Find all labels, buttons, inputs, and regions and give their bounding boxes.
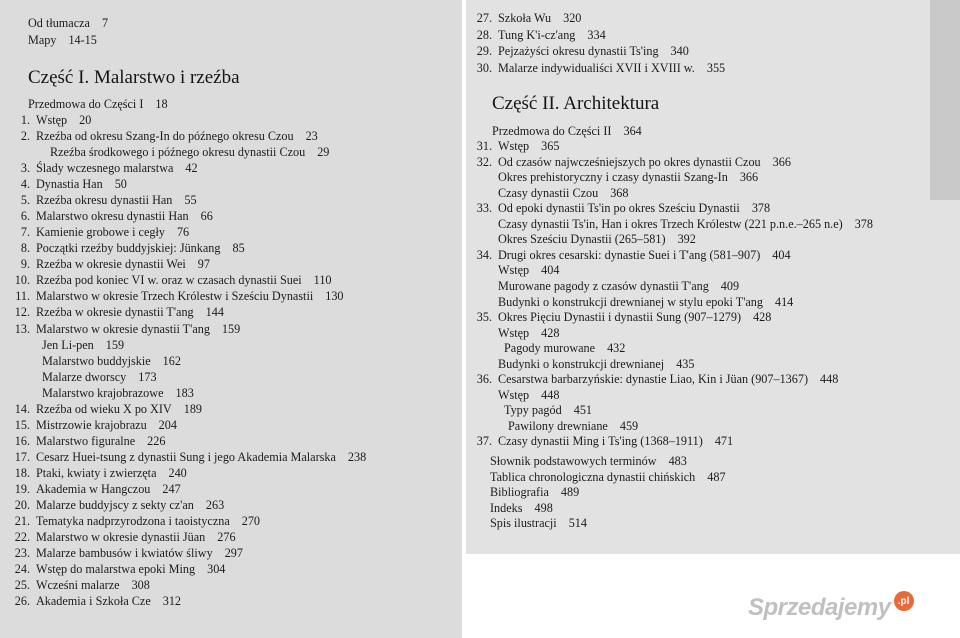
toc-subentry xyxy=(470,217,873,231)
toc-entry-label: Tung K'i-cz'ang xyxy=(498,27,576,42)
preface-item: Przedmowa do Części I 18 xyxy=(28,97,168,111)
toc-entry-number: 37. xyxy=(476,434,492,449)
toc-entry-label: Drugi okres cesarski: dynastie Suei i T'ang (581–907) xyxy=(498,247,761,262)
toc-entry xyxy=(470,44,689,58)
toc-entry-page: 378 xyxy=(751,201,771,216)
preface-item: Przedmowa do Części II 364 xyxy=(492,124,642,138)
toc-entry-label: Ślady wczesnego malarstwa xyxy=(36,161,174,176)
toc-entry-label: Cesarz Huei-tsung z dynastii Sung i jego Akademia Malarska xyxy=(36,449,336,464)
toc-entry-page: 159 xyxy=(221,321,241,336)
toc-entry-number: 7. xyxy=(20,225,30,240)
toc-entry-page: 365 xyxy=(541,139,560,153)
toc-entry-page: 435 xyxy=(676,356,695,371)
toc-entry-page: 489 xyxy=(560,485,580,500)
toc-entry-page: 392 xyxy=(677,232,696,247)
toc-entry-label: Budynki o konstrukcji drewnianej w stylu epoki T'ang xyxy=(498,294,763,309)
toc-entry-page: 183 xyxy=(175,385,194,400)
part-two-title: Część II. Architektura xyxy=(492,93,660,114)
toc-entry-label: Malarstwo w okresie dynastii Jüan xyxy=(36,530,206,545)
toc-entry-page: 368 xyxy=(610,185,629,200)
toc-entry-label: Malarstwo w okresie Trzech Królestw i Sześciu Dynastii xyxy=(36,289,314,304)
toc-entry-label: Okres Sześciu Dynastii (265–581) xyxy=(498,232,666,247)
toc-entry-page: 498 xyxy=(534,500,553,515)
toc-entry-number: 5. xyxy=(20,193,30,208)
toc-entry-number: 21. xyxy=(14,514,30,528)
toc-entry-page: 144 xyxy=(205,305,224,320)
toc-entry-label: Wstęp xyxy=(498,139,530,153)
toc-entry-label: Akademia i Szkoła Cze xyxy=(36,594,151,609)
toc-entry-label: Wstęp do malarstwa epoki Ming xyxy=(36,562,196,577)
toc-entry xyxy=(8,594,181,608)
toc-entry-page: 23 xyxy=(305,129,318,144)
toc-entry-label: Szkoła Wu xyxy=(498,11,552,25)
toc-entry xyxy=(8,161,198,175)
toc-entry-label: Słownik podstawowych terminów xyxy=(490,454,657,468)
toc-entry-number: 17. xyxy=(14,449,30,464)
toc-entry xyxy=(8,193,197,207)
toc-entry-page: 76 xyxy=(176,225,190,240)
toc-entry-label: Początki rzeźby buddyjskiej: Jünkang xyxy=(36,241,221,256)
toc-entry-number: 27. xyxy=(476,11,492,25)
toc-entry xyxy=(8,482,181,496)
toc-entry-page: 304 xyxy=(207,562,226,577)
page-edge xyxy=(930,0,960,200)
toc-entry xyxy=(8,257,210,271)
toc-entry-page: 483 xyxy=(668,454,687,468)
toc-entry-number: 35. xyxy=(476,310,492,325)
toc-entry-number: 6. xyxy=(20,209,30,224)
toc-subentry xyxy=(470,326,559,340)
toc-entry-label: Rzeźba od wieku X po XIV xyxy=(36,401,172,416)
toc-entry-label: Malarze dworscy xyxy=(42,369,127,384)
toc-entry-label: Budynki o konstrukcji drewnianej xyxy=(498,356,665,371)
toc-entry-number: 30. xyxy=(476,60,492,75)
toc-entry-page: 50 xyxy=(114,177,127,192)
toc-entry-number: 26. xyxy=(14,594,30,609)
toc-subentry xyxy=(8,145,329,159)
toc-entry xyxy=(8,305,224,319)
toc-entry-page: 162 xyxy=(162,353,181,368)
toc-entry-page: 514 xyxy=(568,516,587,531)
toc-entry xyxy=(470,139,559,153)
toc-entry-number: 36. xyxy=(476,372,492,387)
toc-entry xyxy=(8,129,318,143)
toc-entry-label: Tematyka nadprzyrodzona i taoistyczna xyxy=(36,514,230,528)
toc-entry-page: 66 xyxy=(200,209,213,224)
toc-entry-label: Wstęp xyxy=(498,387,530,402)
toc-entry-page: 297 xyxy=(224,546,243,561)
toc-entry xyxy=(8,466,187,480)
toc-entry-label: Kamienie grobowe i cegły xyxy=(36,225,165,240)
toc-entry-number: 9. xyxy=(20,257,30,272)
toc-subentry xyxy=(470,403,592,417)
toc-entry-number: 31. xyxy=(476,139,492,153)
toc-entry-label: Malarstwo okresu dynastii Han xyxy=(36,209,189,224)
toc-entry-label: Pawilony drewniane xyxy=(508,418,608,433)
toc-entry xyxy=(8,113,91,127)
toc-entry-label: Cesarstwa barbarzyńskie: dynastie Liao, Kin i Jüan (907–1367) xyxy=(498,372,809,387)
toc-entry-label: Akademia w Hangczou xyxy=(36,481,151,496)
toc-entry-number: 11. xyxy=(15,289,30,304)
back-matter-item xyxy=(490,501,553,515)
toc-entry xyxy=(470,201,770,215)
toc-entry-number: 10. xyxy=(14,273,30,288)
toc-entry-page: 20 xyxy=(79,113,92,127)
toc-entry xyxy=(8,289,344,303)
toc-entry-label: Czasy dynastii Ming i Ts'ing (1368–1911) xyxy=(498,434,703,449)
toc-entry-page: 204 xyxy=(158,417,177,432)
toc-entry-label: Malarstwo figuralne xyxy=(36,433,136,448)
toc-entry-page: 270 xyxy=(241,514,261,528)
toc-entry-number: 24. xyxy=(14,562,30,577)
toc-entry-page: 226 xyxy=(147,433,166,448)
toc-entry-page: 42 xyxy=(185,161,198,176)
toc-entry-label: Mistrzowie krajobrazu xyxy=(36,417,147,432)
toc-entry-label: Jen Li-pen xyxy=(42,337,94,352)
toc-entry-page: 451 xyxy=(573,403,592,418)
toc-entry-label: Czasy dynastii Ts'in, Han i okres Trzech Królestw (221 p.n.e.–265 n.e) xyxy=(498,216,843,231)
toc-entry xyxy=(8,450,366,464)
toc-entry-label: Typy pagód xyxy=(504,403,562,418)
toc-entry-page: 320 xyxy=(563,11,582,25)
toc-entry xyxy=(8,177,127,191)
toc-entry-number: 32. xyxy=(476,154,492,169)
back-matter-item xyxy=(490,516,587,530)
back-matter-item xyxy=(490,454,687,468)
toc-entry xyxy=(470,434,733,448)
toc-entry xyxy=(470,61,725,75)
toc-entry-number: 1. xyxy=(20,113,30,127)
toc-entry-label: Rzeźba w okresie dynastii T'ang xyxy=(36,305,194,320)
toc-entry xyxy=(8,209,213,223)
toc-entry-page: 55 xyxy=(184,193,197,208)
toc-entry-number: 15. xyxy=(14,417,30,432)
toc-entry-label: Wcześni malarze xyxy=(36,578,120,593)
toc-subentry xyxy=(8,386,194,400)
toc-entry-number: 13. xyxy=(14,321,30,336)
toc-entry-label: Indeks xyxy=(490,500,523,515)
toc-entry-page: 428 xyxy=(541,325,560,340)
toc-entry-page: 414 xyxy=(774,294,794,309)
toc-entry-label: Rzeźba okresu dynastii Han xyxy=(36,193,173,208)
toc-subentry xyxy=(470,170,758,184)
toc-entry-label: Malarstwo w okresie dynastii T'ang xyxy=(36,321,210,336)
toc-entry-label: Okres prehistoryczny i czasy dynastii Szang-In xyxy=(498,170,728,185)
toc-entry-label: Malarstwo buddyjskie xyxy=(42,353,151,368)
toc-entry-label: Ptaki, kwiaty i zwierzęta xyxy=(36,465,157,480)
toc-entry-page: 471 xyxy=(714,434,734,449)
toc-entry-page: 404 xyxy=(772,247,791,262)
toc-entry xyxy=(470,248,791,262)
toc-entry-page: 189 xyxy=(183,401,202,416)
toc-entry-page: 263 xyxy=(205,497,225,512)
part-one-title: Część I. Malarstwo i rzeźba xyxy=(28,67,240,88)
toc-entry xyxy=(8,562,225,576)
toc-entry xyxy=(8,273,332,287)
watermark-text: Sprzedajemy xyxy=(748,594,891,621)
toc-entry-page: 366 xyxy=(772,154,791,169)
toc-entry-number: 8. xyxy=(20,241,30,256)
toc-entry-number: 34. xyxy=(476,247,492,262)
toc-entry-page: 334 xyxy=(587,27,606,42)
toc-entry-page: 238 xyxy=(347,449,367,464)
toc-subentry xyxy=(8,354,181,368)
toc-entry-page: 312 xyxy=(162,594,182,609)
toc-subentry xyxy=(470,186,628,200)
toc-entry-number: 23. xyxy=(14,546,30,561)
toc-entry xyxy=(470,28,606,42)
toc-entry-page: 366 xyxy=(739,170,759,185)
toc-entry-page: 97 xyxy=(197,257,210,272)
toc-entry xyxy=(8,546,243,560)
toc-entry-number: 18. xyxy=(14,465,30,480)
toc-entry-number: 16. xyxy=(14,433,30,448)
toc-entry-label: Od epoki dynastii Ts'in po okres Sześciu Dynastii xyxy=(498,201,740,216)
toc-entry-page: 173 xyxy=(138,369,157,384)
back-matter-item xyxy=(490,485,579,499)
toc-subentry xyxy=(470,263,559,277)
toc-entry-number: 20. xyxy=(14,497,30,512)
toc-entry-label: Rzeźba środkowego i późnego okresu dynastii Czou xyxy=(50,145,306,160)
toc-entry-page: 85 xyxy=(232,241,245,256)
toc-entry-label: Okres Pięciu Dynastii i dynastii Sung (907–1279) xyxy=(498,310,742,325)
toc-entry xyxy=(8,434,165,448)
toc-entry-page: 355 xyxy=(706,60,726,75)
toc-entry-label: Czasy dynastii Czou xyxy=(498,185,599,200)
toc-subentry xyxy=(470,232,696,246)
toc-entry-page: 29 xyxy=(317,145,330,160)
toc-entry-label: Murowane pagody z czasów dynastii T'ang xyxy=(498,278,709,293)
toc-entry xyxy=(8,241,245,255)
toc-entry-page: 159 xyxy=(105,337,125,352)
toc-entry-label: Od czasów najwcześniejszych po okres dynastii Czou xyxy=(498,154,761,169)
toc-subentry xyxy=(8,370,157,384)
toc-entry-number: 28. xyxy=(476,27,492,42)
toc-entry-number: 3. xyxy=(20,161,30,176)
toc-entry-page: 432 xyxy=(607,341,626,356)
toc-entry-label: Malarze bambusów i kwiatów śliwy xyxy=(36,546,213,561)
toc-entry-page: 378 xyxy=(854,216,873,231)
toc-entry-number: 33. xyxy=(476,201,492,216)
watermark-badge: .pl xyxy=(894,591,914,611)
toc-entry-page: 247 xyxy=(162,481,181,496)
toc-entry-label: Pagody murowane xyxy=(504,341,596,356)
toc-entry-label: Malarze indywidualiści XVII i XVIII w. xyxy=(498,60,695,75)
toc-entry-number: 12. xyxy=(14,305,30,320)
toc-entry-number: 19. xyxy=(14,481,30,496)
toc-entry-page: 276 xyxy=(217,530,236,545)
toc-entry-label: Pejzażyści okresu dynastii Ts'ing xyxy=(498,44,659,58)
toc-entry-number: 22. xyxy=(14,530,30,545)
toc-subentry xyxy=(470,341,625,355)
toc-entry-label: Rzeźba pod koniec VI w. oraz w czasach dynastii Suei xyxy=(36,273,302,288)
toc-entry-page: 340 xyxy=(670,44,689,58)
toc-entry-page: 409 xyxy=(720,278,740,293)
watermark-logo xyxy=(748,588,948,628)
toc-entry-label: Tablica chronologiczna dynastii chińskich xyxy=(490,469,696,484)
toc-entry-label: Malarze buddyjscy z sekty cz'an xyxy=(36,497,194,512)
toc-entry xyxy=(8,514,260,528)
toc-entry-page: 448 xyxy=(541,387,560,402)
toc-entry-label: Dynastia Han xyxy=(36,177,103,192)
toc-subentry xyxy=(470,279,739,293)
toc-entry xyxy=(8,530,236,544)
toc-entry xyxy=(470,11,581,25)
toc-entry-label: Spis ilustracji xyxy=(490,516,557,531)
toc-entry-page: 448 xyxy=(820,372,839,387)
toc-entry-number: 4. xyxy=(20,177,30,192)
back-matter-item xyxy=(490,470,726,484)
toc-entry xyxy=(8,322,240,336)
toc-entry-page: 428 xyxy=(753,310,772,325)
toc-entry-label: Malarstwo krajobrazowe xyxy=(42,385,164,400)
toc-entry xyxy=(470,310,771,324)
toc-entry-page: 110 xyxy=(313,273,332,288)
toc-entry xyxy=(8,418,177,432)
toc-entry-label: Wstęp xyxy=(36,113,68,127)
toc-subentry xyxy=(8,338,124,352)
toc-subentry xyxy=(470,388,559,402)
toc-entry-page: 459 xyxy=(619,418,639,433)
toc-entry xyxy=(470,155,791,169)
toc-entry-label: Wstęp xyxy=(498,325,530,340)
toc-entry-label: Rzeźba w okresie dynastii Wei xyxy=(36,257,186,272)
toc-entry-number: 29. xyxy=(476,44,492,58)
toc-subentry xyxy=(470,295,793,309)
toc-entry-page: 308 xyxy=(131,578,150,593)
toc-subentry xyxy=(470,357,694,371)
toc-entry-page: 487 xyxy=(707,469,726,484)
toc-entry-label: Rzeźba od okresu Szang-In do późnego okresu Czou xyxy=(36,129,294,144)
toc-entry xyxy=(8,402,202,416)
toc-entry-page: 240 xyxy=(168,465,187,480)
toc-entry xyxy=(8,225,189,239)
toc-subentry xyxy=(470,419,638,433)
front-matter-item: Mapy 14-15 xyxy=(28,33,97,47)
toc-entry-number: 2. xyxy=(20,129,30,144)
toc-entry xyxy=(8,578,150,592)
toc-entry-page: 130 xyxy=(325,289,344,304)
toc-entry-label: Wstęp xyxy=(498,263,530,278)
toc-entry-number: 25. xyxy=(14,578,30,593)
toc-entry xyxy=(470,372,838,386)
front-matter-item: Od tłumacza 7 xyxy=(28,16,109,30)
toc-entry-number: 14. xyxy=(14,401,30,416)
toc-entry-label: Bibliografia xyxy=(490,485,549,500)
toc-entry-page: 404 xyxy=(541,263,560,278)
toc-entry xyxy=(8,498,224,512)
